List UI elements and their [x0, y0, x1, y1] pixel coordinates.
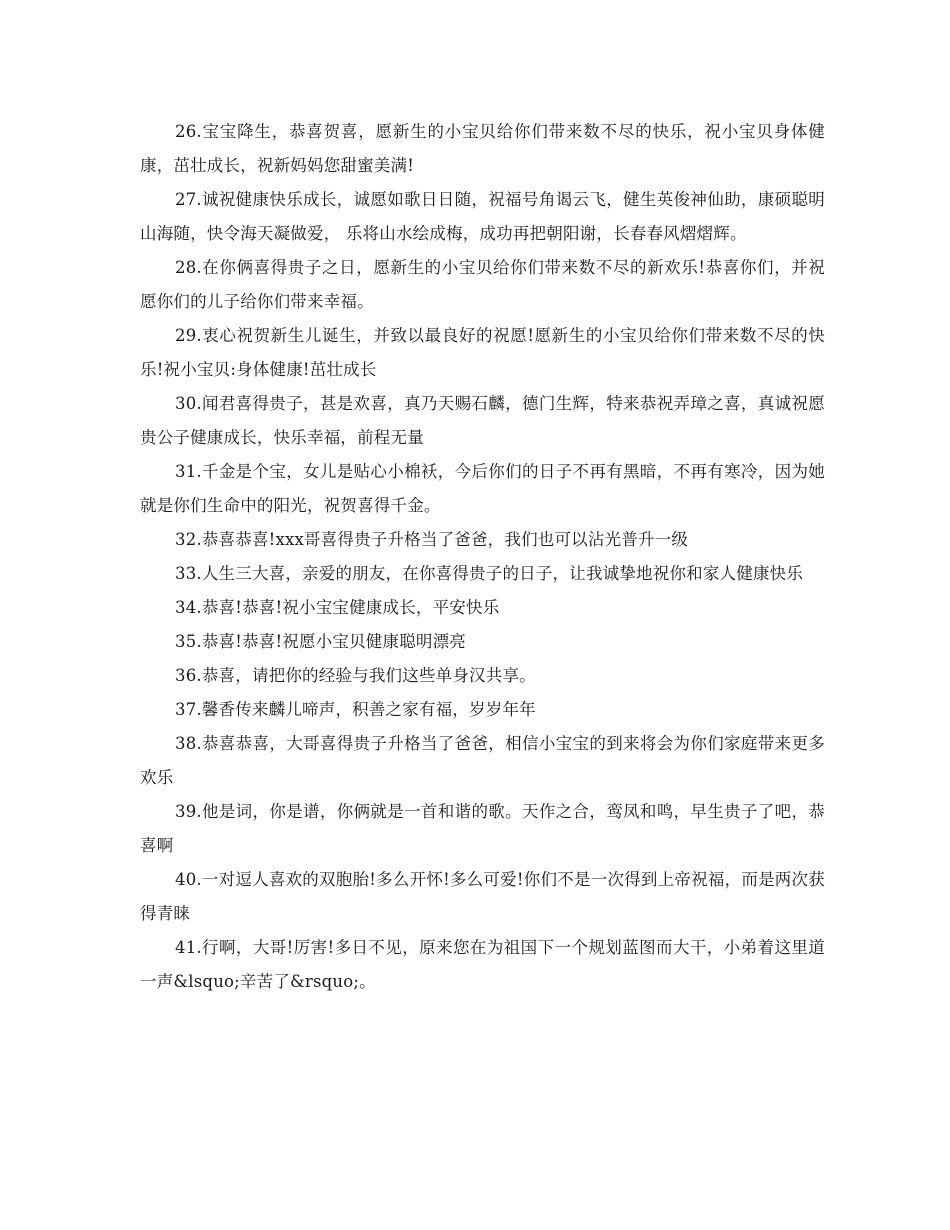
paragraph-36: 36.恭喜，请把你的经验与我们这些单身汉共享。	[175, 666, 536, 685]
paragraph-32: 32.恭喜恭喜!xxx哥喜得贵子升格当了爸爸，我们也可以沾光普升一级	[175, 530, 689, 549]
paragraph-37: 37.馨香传来麟儿啼声，积善之家有福，岁岁年年	[175, 700, 536, 719]
paragraph-31: 31.千金是个宝，女儿是贴心小棉袄，今后你们的日子不再有黑暗，不再有寒冷，因为她就是你们生命中的阳光，祝贺喜得千金。	[140, 462, 825, 515]
paragraph-41: 41.行啊，大哥!厉害!多日不见，原来您在为祖国下一个规划蓝图而大干，小弟着这里道一声&lsquo;辛苦了&rsquo;。	[140, 938, 825, 991]
paragraph-35: 35.恭喜!恭喜!祝愿小宝贝健康聪明漂亮	[175, 632, 467, 651]
paragraph-40: 40.一对逗人喜欢的双胞胎!多么开怀!多么可爱!你们不是一次得到上帝祝福，而是两次获得青睐	[140, 870, 825, 923]
paragraph-26: 26.宝宝降生，恭喜贺喜，愿新生的小宝贝给你们带来数不尽的快乐，祝小宝贝身体健康，茁壮成长，祝新妈妈您甜蜜美满!	[140, 122, 825, 175]
paragraph-39: 39.他是词，你是谱，你俩就是一首和谐的歌。天作之合，鸾凤和鸣，早生贵子了吧，恭喜啊	[140, 802, 825, 855]
paragraph-33: 33.人生三大喜，亲爱的朋友，在你喜得贵子的日子，让我诚挚地祝你和家人健康快乐	[175, 564, 804, 583]
paragraph-38: 38.恭喜恭喜，大哥喜得贵子升格当了爸爸，相信小宝宝的到来将会为你们家庭带来更多欢乐	[140, 734, 825, 787]
paragraph-27: 27.诚祝健康快乐成长，诚愿如歌日日随，祝福号角谒云飞，健生英俊神仙助，康硕聪明山海随，快令海天凝做爱， 乐将山水绘成梅，成功再把朝阳谢，长春春风熠熠辉。	[140, 190, 825, 243]
paragraph-29: 29.衷心祝贺新生儿诞生，并致以最良好的祝愿!愿新生的小宝贝给你们带来数不尽的快乐!祝小宝贝:身体健康!茁壮成长	[140, 326, 825, 379]
paragraph-28: 28.在你俩喜得贵子之日，愿新生的小宝贝给你们带来数不尽的新欢乐!恭喜你们，并祝愿你们的儿子给你们带来幸福。	[140, 258, 825, 311]
paragraph-30: 30.闻君喜得贵子，甚是欢喜，真乃天赐石麟，德门生辉，特来恭祝弄璋之喜，真诚祝愿贵公子健康成长，快乐幸福，前程无量	[140, 394, 825, 447]
document-body	[140, 115, 825, 999]
paragraph-34: 34.恭喜!恭喜!祝小宝宝健康成长，平安快乐	[175, 598, 500, 617]
